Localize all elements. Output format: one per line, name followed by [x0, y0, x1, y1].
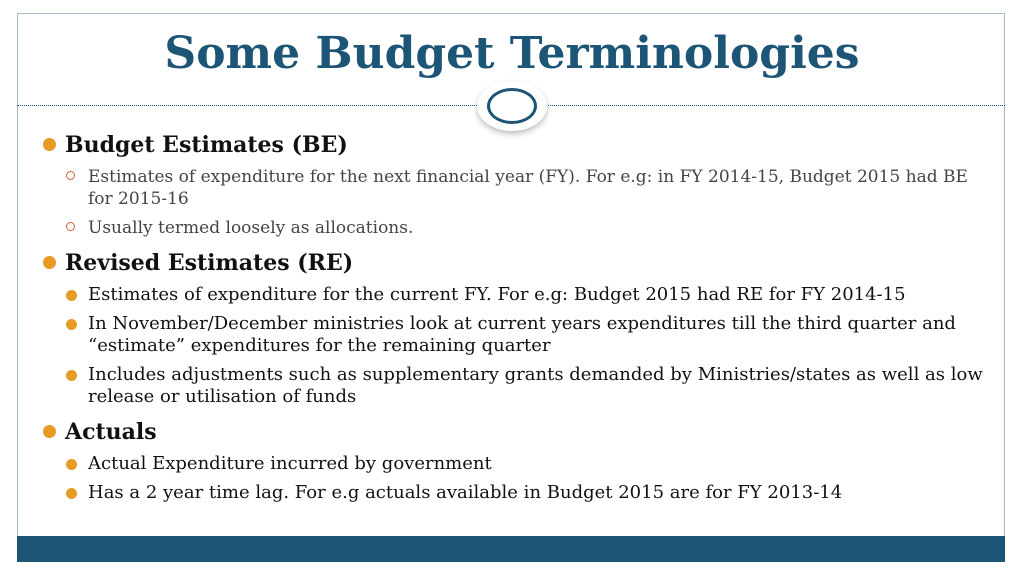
- list-item: [43, 313, 983, 357]
- section-heading-actuals: [43, 417, 983, 447]
- list-item: [43, 217, 983, 239]
- bullet-dot-icon: [43, 138, 56, 151]
- list-item-text: In November/December ministries look at current years expenditures till the third quarter and “estimate” expenditures for the remaining quarter: [88, 313, 956, 356]
- bullet-dot-icon: [66, 459, 77, 470]
- bullet-dot-icon: [66, 319, 77, 330]
- list-item-text: Estimates of expenditure for the next financial year (FY). For e.g: in FY 2014-15, Budget 2015 had BE for 2015-16: [88, 167, 968, 209]
- footer-bar: [17, 536, 1005, 562]
- list-item-text: Includes adjustments such as supplementary grants demanded by Ministries/states as well as low release or utilisation of funds: [88, 364, 983, 407]
- list-item: [43, 166, 983, 210]
- bullet-dot-icon: [43, 256, 56, 269]
- bullet-dot-icon: [66, 370, 77, 381]
- list-item: [43, 482, 983, 504]
- list-item-text: Estimates of expenditure for the current FY. For e.g: Budget 2015 had RE for FY 2014-15: [88, 284, 906, 305]
- section-heading-label: Revised Estimates (RE): [65, 250, 354, 276]
- list-item-text: Actual Expenditure incurred by government: [88, 453, 492, 474]
- slide-content: [43, 130, 983, 511]
- list-item: [43, 284, 983, 306]
- circle-icon: [487, 88, 537, 124]
- bullet-dot-icon: [66, 488, 77, 499]
- section-heading-re: [43, 248, 983, 278]
- section-heading-be: [43, 130, 983, 160]
- list-item-text: Usually termed loosely as allocations.: [88, 218, 414, 238]
- divider-ornament: [477, 81, 547, 131]
- list-item: [43, 453, 983, 475]
- list-item-text: Has a 2 year time lag. For e.g actuals available in Budget 2015 are for FY 2013-14: [88, 482, 843, 503]
- bullet-dot-icon: [43, 425, 56, 438]
- section-heading-label: Budget Estimates (BE): [65, 132, 348, 158]
- list-item: [43, 364, 983, 408]
- bullet-dot-icon: [66, 290, 77, 301]
- bullet-ring-icon: [66, 171, 75, 180]
- section-heading-label: Actuals: [65, 419, 157, 445]
- bullet-ring-icon: [66, 222, 75, 231]
- slide-title: Some Budget Terminologies: [164, 28, 860, 79]
